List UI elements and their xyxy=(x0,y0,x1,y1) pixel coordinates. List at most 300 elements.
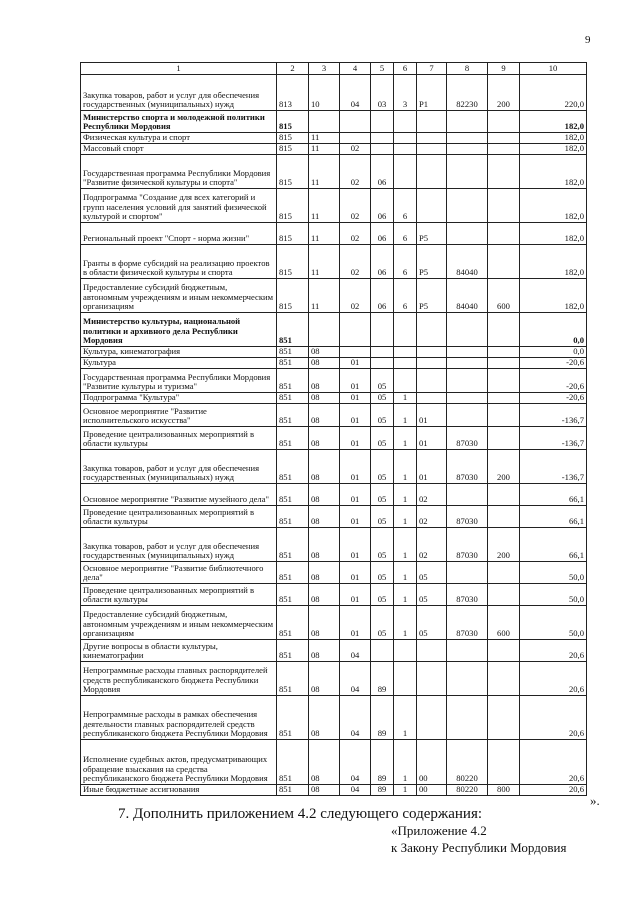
table-cell-c10: 182,0 xyxy=(520,189,587,223)
table-cell-c5: 06 xyxy=(371,279,394,313)
table-cell-c7 xyxy=(417,640,447,662)
table-cell-name: Массовый спорт xyxy=(81,144,277,155)
table-cell-c10: 50,0 xyxy=(520,562,587,584)
table-cell-c8: 84040 xyxy=(447,245,488,279)
table-cell-c9 xyxy=(488,133,520,144)
table-row xyxy=(81,245,587,279)
table-cell-c10: -20,6 xyxy=(520,358,587,369)
table-cell-c7 xyxy=(417,313,447,347)
table-cell-c7 xyxy=(417,111,447,133)
table-cell-c7: 02 xyxy=(417,484,447,506)
table-cell-c3: 08 xyxy=(309,562,340,584)
table-cell-c6 xyxy=(394,155,417,189)
table-cell-c2: 813 xyxy=(277,75,309,111)
table-cell-c8: 87030 xyxy=(447,606,488,640)
table-cell-c5: 05 xyxy=(371,506,394,528)
budget-table xyxy=(80,62,587,796)
table-cell-c2: 851 xyxy=(277,640,309,662)
table-cell-c5 xyxy=(371,358,394,369)
table-cell-c6: 1 xyxy=(394,427,417,450)
table-row xyxy=(81,223,587,245)
table-row xyxy=(81,133,587,144)
appendix-subtitle: к Закону Республики Мордовия xyxy=(391,840,567,855)
table-cell-c4: 04 xyxy=(340,740,371,785)
table-row xyxy=(81,584,587,606)
table-cell-c9 xyxy=(488,696,520,740)
table-cell-c10: 50,0 xyxy=(520,584,587,606)
table-cell-c10: 182,0 xyxy=(520,223,587,245)
table-cell-c9 xyxy=(488,427,520,450)
table-cell-c6: 1 xyxy=(394,528,417,562)
table-cell-c9 xyxy=(488,740,520,785)
table-cell-c3: 08 xyxy=(309,404,340,427)
table-cell-c5: 05 xyxy=(371,528,394,562)
table-cell-c9 xyxy=(488,358,520,369)
table-cell-c7 xyxy=(417,347,447,358)
table-cell-c6 xyxy=(394,358,417,369)
table-cell-c3: 11 xyxy=(309,133,340,144)
table-cell-c2: 815 xyxy=(277,223,309,245)
table-cell-c2: 851 xyxy=(277,584,309,606)
table-cell-c4: 04 xyxy=(340,696,371,740)
table-cell-c2: 815 xyxy=(277,189,309,223)
table-cell-c3: 08 xyxy=(309,484,340,506)
table-cell-c3: 08 xyxy=(309,358,340,369)
appendix-title: «Приложение 4.2 xyxy=(391,823,487,838)
table-cell-c9: 800 xyxy=(488,785,520,796)
table-cell-c4: 01 xyxy=(340,484,371,506)
table-cell-c2: 815 xyxy=(277,279,309,313)
table-cell-c5: 03 xyxy=(371,75,394,111)
table-cell-c7: 01 xyxy=(417,450,447,484)
header-cell: 1 xyxy=(81,63,277,75)
table-cell-c3: 11 xyxy=(309,223,340,245)
table-cell-c8: 87030 xyxy=(447,427,488,450)
table-cell-c5: 05 xyxy=(371,584,394,606)
table-row xyxy=(81,528,587,562)
table-cell-name: Подпрограмма "Культура" xyxy=(81,393,277,404)
table-row xyxy=(81,427,587,450)
table-cell-c3: 11 xyxy=(309,155,340,189)
table-cell-c6: 1 xyxy=(394,393,417,404)
table-cell-c9 xyxy=(488,662,520,696)
table-cell-c9: 200 xyxy=(488,528,520,562)
table-cell-c6: 1 xyxy=(394,584,417,606)
table-cell-c4 xyxy=(340,347,371,358)
table-cell-c3: 08 xyxy=(309,427,340,450)
table-cell-c8 xyxy=(447,640,488,662)
table-cell-c3: 08 xyxy=(309,662,340,696)
table-cell-c4: 01 xyxy=(340,358,371,369)
table-cell-c8 xyxy=(447,189,488,223)
table-cell-c5 xyxy=(371,347,394,358)
table-cell-c10: 20,6 xyxy=(520,640,587,662)
table-cell-c7 xyxy=(417,189,447,223)
table-cell-c6 xyxy=(394,144,417,155)
table-cell-c7: 02 xyxy=(417,506,447,528)
table-cell-c6 xyxy=(394,133,417,144)
table-cell-c4: 01 xyxy=(340,606,371,640)
table-cell-c10: 0,0 xyxy=(520,347,587,358)
table-cell-c3: 11 xyxy=(309,189,340,223)
table-cell-c10: 66,1 xyxy=(520,484,587,506)
table-cell-c4: 01 xyxy=(340,393,371,404)
table-row xyxy=(81,155,587,189)
table-cell-c2: 851 xyxy=(277,696,309,740)
table-cell-c4: 02 xyxy=(340,144,371,155)
table-cell-c2: 851 xyxy=(277,427,309,450)
table-cell-name: Физическая культура и спорт xyxy=(81,133,277,144)
table-cell-c6 xyxy=(394,347,417,358)
table-cell-c3: 08 xyxy=(309,785,340,796)
table-cell-c9 xyxy=(488,484,520,506)
table-row xyxy=(81,740,587,785)
table-cell-c2: 851 xyxy=(277,393,309,404)
table-cell-c9 xyxy=(488,313,520,347)
table-cell-c3 xyxy=(309,313,340,347)
table-cell-c3: 08 xyxy=(309,584,340,606)
table-cell-c9 xyxy=(488,506,520,528)
table-cell-c5 xyxy=(371,144,394,155)
table-cell-c8 xyxy=(447,155,488,189)
table-cell-c2: 851 xyxy=(277,404,309,427)
table-cell-c3: 08 xyxy=(309,347,340,358)
table-header-row xyxy=(81,63,587,75)
table-cell-c2: 851 xyxy=(277,484,309,506)
table-row xyxy=(81,369,587,393)
header-cell: 9 xyxy=(488,63,520,75)
header-cell: 2 xyxy=(277,63,309,75)
table-cell-c7 xyxy=(417,155,447,189)
table-cell-c4: 02 xyxy=(340,155,371,189)
table-cell-c2: 851 xyxy=(277,313,309,347)
table-cell-c6: 1 xyxy=(394,562,417,584)
table-cell-c10: 182,0 xyxy=(520,133,587,144)
table-cell-c2: 851 xyxy=(277,606,309,640)
table-cell-c6: 1 xyxy=(394,606,417,640)
table-row xyxy=(81,785,587,796)
table-row xyxy=(81,484,587,506)
table-cell-c9: 200 xyxy=(488,75,520,111)
table-cell-name: Основное мероприятие "Развитие библиотечного дела" xyxy=(81,562,277,584)
table-row xyxy=(81,404,587,427)
table-cell-c6 xyxy=(394,111,417,133)
table-cell-c8: 87030 xyxy=(447,450,488,484)
table-cell-c10: 182,0 xyxy=(520,144,587,155)
table-cell-c3: 08 xyxy=(309,640,340,662)
table-cell-name: Гранты в форме субсидий на реализацию проектов в области физической культуры и спорта xyxy=(81,245,277,279)
table-cell-c7: 02 xyxy=(417,528,447,562)
table-cell-name: Иные бюджетные ассигнования xyxy=(81,785,277,796)
table-cell-name: Культура, кинематография xyxy=(81,347,277,358)
table-row xyxy=(81,347,587,358)
table-cell-c5: 89 xyxy=(371,696,394,740)
amendment-item-7: 7. Дополнить приложением 4.2 следующего содержания: xyxy=(118,806,483,822)
table-cell-c6: 6 xyxy=(394,189,417,223)
table-row xyxy=(81,393,587,404)
table-cell-c7 xyxy=(417,662,447,696)
table-cell-c5: 06 xyxy=(371,223,394,245)
table-cell-c7: 05 xyxy=(417,584,447,606)
table-cell-c2: 851 xyxy=(277,740,309,785)
closing-quote: ». xyxy=(590,793,600,808)
table-cell-c8 xyxy=(447,144,488,155)
header-cell: 3 xyxy=(309,63,340,75)
table-cell-c9: 600 xyxy=(488,279,520,313)
table-cell-name: Проведение централизованных мероприятий в области культуры xyxy=(81,427,277,450)
table-cell-c6: 1 xyxy=(394,484,417,506)
table-cell-c2: 851 xyxy=(277,369,309,393)
table-cell-name: Министерство спорта и молодежной политики Республики Мордовия xyxy=(81,111,277,133)
table-cell-name: Закупка товаров, работ и услуг для обеспечения государственных (муниципальных) нужд xyxy=(81,528,277,562)
table-cell-c3: 08 xyxy=(309,696,340,740)
table-row xyxy=(81,696,587,740)
table-cell-c10: 66,1 xyxy=(520,528,587,562)
table-cell-c3: 08 xyxy=(309,393,340,404)
table-cell-c8 xyxy=(447,358,488,369)
table-cell-c9 xyxy=(488,155,520,189)
table-cell-c8 xyxy=(447,223,488,245)
table-cell-c9: 200 xyxy=(488,450,520,484)
table-cell-c9: 600 xyxy=(488,606,520,640)
table-cell-c10: 182,0 xyxy=(520,245,587,279)
table-cell-c7 xyxy=(417,144,447,155)
table-cell-c8: 84040 xyxy=(447,279,488,313)
table-cell-c8: 87030 xyxy=(447,584,488,606)
table-cell-c7 xyxy=(417,358,447,369)
table-cell-c2: 851 xyxy=(277,450,309,484)
table-cell-c8 xyxy=(447,369,488,393)
table-cell-c8 xyxy=(447,484,488,506)
table-cell-c10: 66,1 xyxy=(520,506,587,528)
table-cell-c5: 89 xyxy=(371,662,394,696)
table-cell-c7: 05 xyxy=(417,606,447,640)
table-cell-c10: 182,0 xyxy=(520,155,587,189)
table-cell-c5: 06 xyxy=(371,189,394,223)
table-cell-c3: 08 xyxy=(309,740,340,785)
table-cell-c9 xyxy=(488,223,520,245)
table-cell-c8 xyxy=(447,313,488,347)
table-cell-c9 xyxy=(488,347,520,358)
table-cell-c6 xyxy=(394,313,417,347)
table-cell-c2: 815 xyxy=(277,245,309,279)
table-cell-c2: 851 xyxy=(277,562,309,584)
table-cell-c6: 1 xyxy=(394,506,417,528)
table-cell-name: Закупка товаров, работ и услуг для обеспечения государственных (муниципальных) нужд xyxy=(81,450,277,484)
table-cell-c8 xyxy=(447,347,488,358)
table-cell-c10: 50,0 xyxy=(520,606,587,640)
table-row xyxy=(81,562,587,584)
table-cell-c10: -136,7 xyxy=(520,404,587,427)
table-cell-c8 xyxy=(447,404,488,427)
table-cell-c4 xyxy=(340,313,371,347)
table-cell-c6: 6 xyxy=(394,279,417,313)
table-cell-c10: -136,7 xyxy=(520,450,587,484)
header-cell: 6 xyxy=(394,63,417,75)
table-row xyxy=(81,450,587,484)
table-cell-c8 xyxy=(447,696,488,740)
table-cell-c9 xyxy=(488,584,520,606)
table-cell-c4 xyxy=(340,133,371,144)
table-cell-c9 xyxy=(488,111,520,133)
table-cell-c5: 89 xyxy=(371,740,394,785)
table-row xyxy=(81,358,587,369)
table-cell-c4: 02 xyxy=(340,245,371,279)
table-cell-c2: 815 xyxy=(277,111,309,133)
table-cell-c8: 80220 xyxy=(447,740,488,785)
table-cell-c8: 87030 xyxy=(447,506,488,528)
table-cell-c6: 1 xyxy=(394,404,417,427)
table-cell-name: Непрограммные расходы в рамках обеспечения деятельности главных распорядителей средств республиканского бюджета Республики Мордовия xyxy=(81,696,277,740)
table-cell-c8 xyxy=(447,662,488,696)
table-cell-c5: 06 xyxy=(371,155,394,189)
table-cell-c7: 01 xyxy=(417,427,447,450)
table-cell-c9 xyxy=(488,189,520,223)
table-cell-c5 xyxy=(371,313,394,347)
table-cell-c5: 05 xyxy=(371,393,394,404)
table-cell-name: Исполнение судебных актов, предусматривающих обращение взыскания на средства республиканского бюджета Республики Мордовия xyxy=(81,740,277,785)
table-cell-name: Региональный проект "Спорт - норма жизни" xyxy=(81,223,277,245)
table-row xyxy=(81,111,587,133)
table-cell-c9 xyxy=(488,393,520,404)
table-cell-c4: 04 xyxy=(340,75,371,111)
table-cell-name: Государственная программа Республики Мордовия "Развитие культуры и туризма" xyxy=(81,369,277,393)
table-cell-c7 xyxy=(417,696,447,740)
table-cell-c2: 851 xyxy=(277,358,309,369)
table-cell-c10: 220,0 xyxy=(520,75,587,111)
table-cell-c10: 20,6 xyxy=(520,662,587,696)
header-cell: 7 xyxy=(417,63,447,75)
header-cell: 8 xyxy=(447,63,488,75)
table-cell-c6: 6 xyxy=(394,223,417,245)
table-cell-c3: 10 xyxy=(309,75,340,111)
table-cell-c3: 08 xyxy=(309,506,340,528)
table-cell-c6: 3 xyxy=(394,75,417,111)
header-cell: 4 xyxy=(340,63,371,75)
table-cell-c5: 05 xyxy=(371,369,394,393)
table-cell-c4: 01 xyxy=(340,427,371,450)
table-cell-c6: 1 xyxy=(394,450,417,484)
table-cell-c2: 815 xyxy=(277,144,309,155)
table-cell-name: Непрограммные расходы главных распорядителей средств республиканского бюджета Республики Мордовия xyxy=(81,662,277,696)
page-number: 9 xyxy=(585,34,591,46)
table-cell-name: Проведение централизованных мероприятий в области культуры xyxy=(81,584,277,606)
table-cell-c5: 05 xyxy=(371,427,394,450)
table-cell-c6 xyxy=(394,662,417,696)
header-cell: 5 xyxy=(371,63,394,75)
table-cell-c4: 01 xyxy=(340,506,371,528)
table-cell-c6: 1 xyxy=(394,696,417,740)
table-cell-name: Основное мероприятие "Развитие музейного дела" xyxy=(81,484,277,506)
table-cell-c7: Р5 xyxy=(417,279,447,313)
table-cell-c5: 05 xyxy=(371,562,394,584)
table-cell-c9 xyxy=(488,562,520,584)
table-cell-c4 xyxy=(340,111,371,133)
table-cell-c7 xyxy=(417,369,447,393)
table-cell-c9 xyxy=(488,404,520,427)
table-cell-c4: 01 xyxy=(340,450,371,484)
table-cell-c3: 11 xyxy=(309,279,340,313)
table-cell-c2: 851 xyxy=(277,506,309,528)
table-cell-c5 xyxy=(371,111,394,133)
table-cell-c10: 20,6 xyxy=(520,740,587,785)
table-cell-c6 xyxy=(394,369,417,393)
table-cell-c8: 80220 xyxy=(447,785,488,796)
table-cell-c5: 05 xyxy=(371,404,394,427)
table-cell-c3: 08 xyxy=(309,369,340,393)
table-cell-c4: 01 xyxy=(340,369,371,393)
table-cell-c5: 06 xyxy=(371,245,394,279)
table-cell-c3: 08 xyxy=(309,606,340,640)
table-cell-name: Культура xyxy=(81,358,277,369)
table-cell-c7 xyxy=(417,393,447,404)
table-cell-c8 xyxy=(447,393,488,404)
table-cell-c4: 04 xyxy=(340,640,371,662)
table-row xyxy=(81,662,587,696)
table-body xyxy=(81,75,587,796)
table-cell-c7: Р1 xyxy=(417,75,447,111)
table-cell-c4: 01 xyxy=(340,584,371,606)
table-cell-c5: 05 xyxy=(371,450,394,484)
table-cell-c4: 01 xyxy=(340,562,371,584)
table-cell-c6 xyxy=(394,640,417,662)
table-cell-c9 xyxy=(488,369,520,393)
table-cell-name: Предоставление субсидий бюджетным, автономным учреждениям и иным некоммерческим организациям xyxy=(81,606,277,640)
table-cell-name: Государственная программа Республики Мордовия "Развитие физической культуры и спорта" xyxy=(81,155,277,189)
table-cell-c4: 04 xyxy=(340,662,371,696)
table-cell-c9 xyxy=(488,245,520,279)
table-cell-c10: 20,6 xyxy=(520,696,587,740)
table-row xyxy=(81,606,587,640)
table-cell-c4: 01 xyxy=(340,528,371,562)
table-cell-c7: Р5 xyxy=(417,223,447,245)
table-cell-c7 xyxy=(417,133,447,144)
table-cell-c9 xyxy=(488,640,520,662)
table-cell-c6: 1 xyxy=(394,740,417,785)
table-row xyxy=(81,75,587,111)
table-row xyxy=(81,506,587,528)
table-cell-name: Подпрограмма "Создание для всех категорий и групп населения условий для занятий физической культурой и спортом" xyxy=(81,189,277,223)
table-cell-c7: 05 xyxy=(417,562,447,584)
table-cell-c6: 1 xyxy=(394,785,417,796)
table-cell-c7: 01 xyxy=(417,404,447,427)
header-cell: 10 xyxy=(520,63,587,75)
table-cell-name: Предоставление субсидий бюджетным, автономным учреждениям и иным некоммерческим организациям xyxy=(81,279,277,313)
table-cell-c7: 00 xyxy=(417,740,447,785)
table-cell-c4: 04 xyxy=(340,785,371,796)
table-cell-c7: 00 xyxy=(417,785,447,796)
table-cell-c4: 02 xyxy=(340,279,371,313)
table-cell-c3 xyxy=(309,111,340,133)
table-cell-c8 xyxy=(447,562,488,584)
table-row xyxy=(81,640,587,662)
table-cell-c2: 815 xyxy=(277,155,309,189)
table-row xyxy=(81,279,587,313)
table-cell-c4: 01 xyxy=(340,404,371,427)
table-row xyxy=(81,144,587,155)
table-cell-c5 xyxy=(371,133,394,144)
table-cell-c6: 6 xyxy=(394,245,417,279)
table-cell-c4: 02 xyxy=(340,223,371,245)
table-cell-c8 xyxy=(447,133,488,144)
table-cell-c8: 87030 xyxy=(447,528,488,562)
table-cell-c4: 02 xyxy=(340,189,371,223)
table-cell-c2: 815 xyxy=(277,133,309,144)
table-cell-name: Основное мероприятие "Развитие исполнительского искусства" xyxy=(81,404,277,427)
table-row xyxy=(81,313,587,347)
table-cell-c10: -20,6 xyxy=(520,393,587,404)
table-cell-c9 xyxy=(488,144,520,155)
